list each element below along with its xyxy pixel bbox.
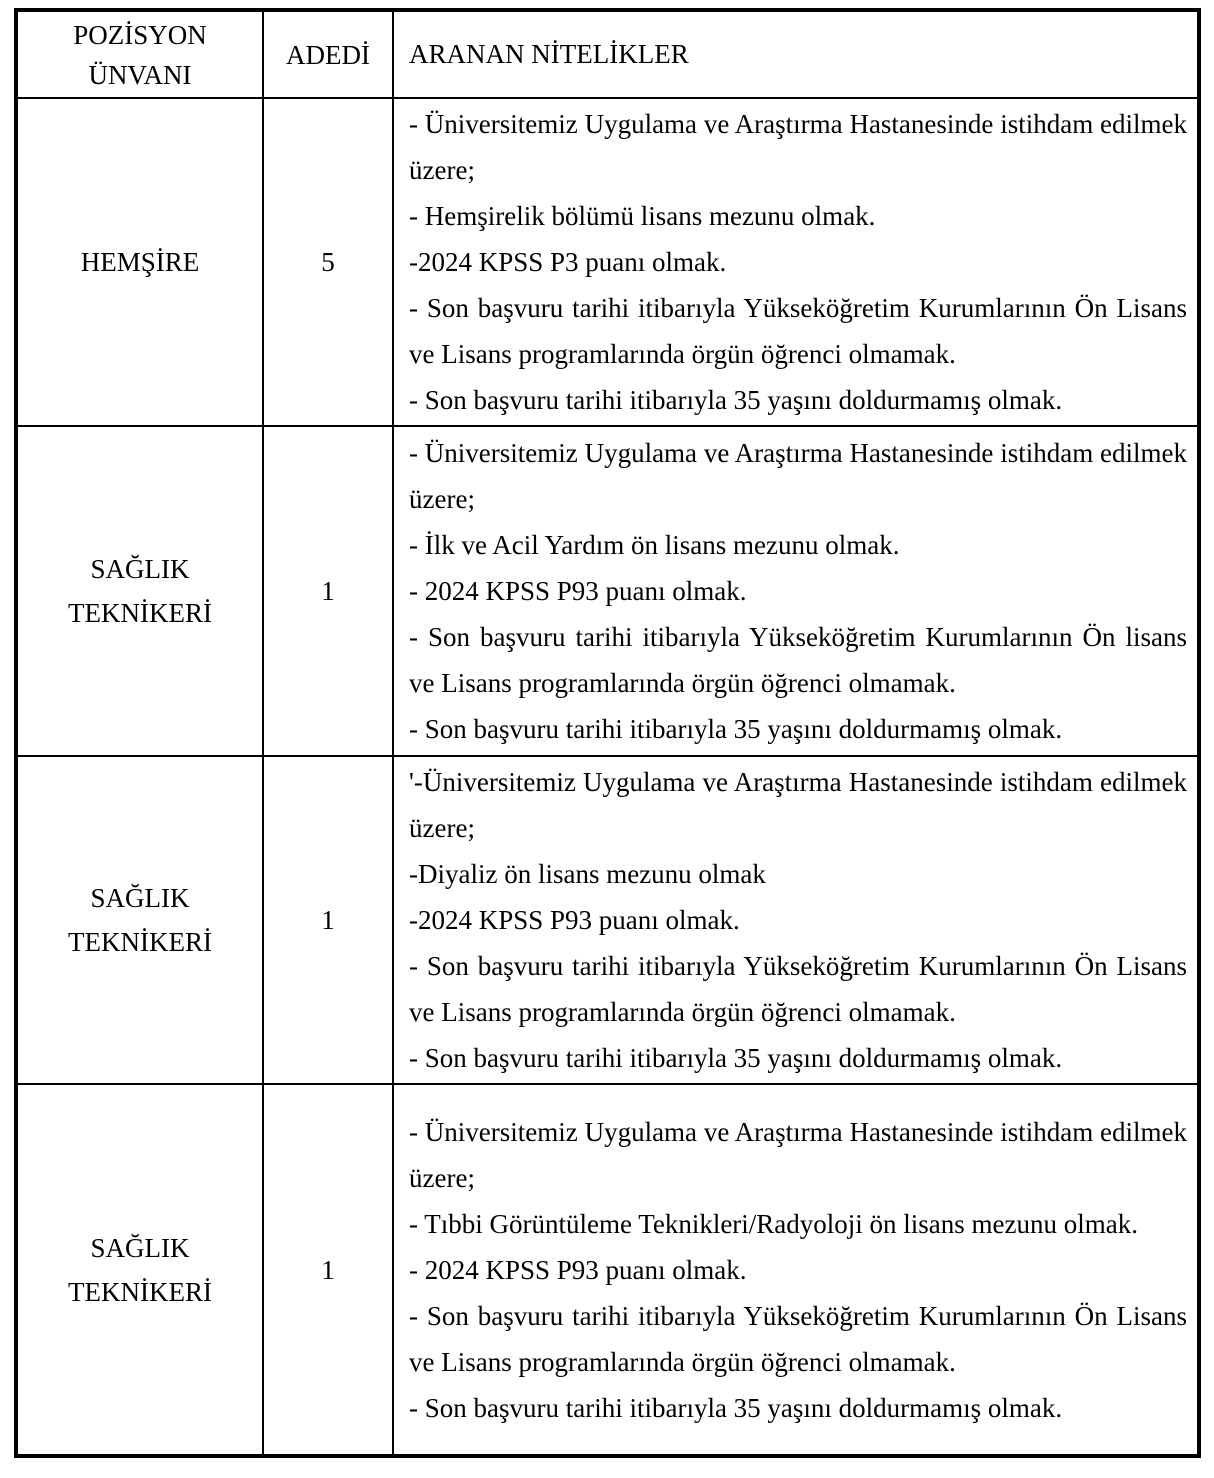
positions-table (14, 8, 1201, 1458)
qualification-item: - İlk ve Acil Yardım ön lisans mezunu olmak. (409, 530, 900, 560)
position-title: SAĞLIK TEKNİKERİ (16, 756, 263, 1084)
qualification-item: '-Üniversitemiz Uygulama ve Araştırma Hastanesinde istihdam edilmek üzere; (409, 767, 1187, 843)
qualification-item: - Son başvuru tarihi itibarıyla Yükseköğretim Kurumlarının Ön Lisans ve Lisans programlarında örgün öğrenci olmamak. (409, 293, 1187, 369)
qualification-item: - Son başvuru tarihi itibarıyla 35 yaşını doldurmamış olmak. (409, 385, 1063, 415)
column-header-qualifications: ARANAN NİTELİKLER (393, 10, 1199, 98)
qualification-item: - Son başvuru tarihi itibarıyla Yükseköğretim Kurumlarının Ön lisans ve Lisans programlarında örgün öğrenci olmamak. (409, 622, 1187, 698)
qualification-item: - Üniversitemiz Uygulama ve Araştırma Hastanesinde istihdam edilmek üzere; (409, 1116, 1187, 1193)
qualification-item: -2024 KPSS P93 puanı olmak. (409, 905, 740, 935)
column-header-position: POZİSYON ÜNVANI (16, 10, 263, 98)
qualification-item: - Üniversitemiz Uygulama ve Araştırma Hastanesinde istihdam edilmek üzere; (409, 438, 1187, 514)
qualification-item: -Diyaliz ön lisans mezunu olmak (409, 859, 766, 889)
position-count: 5 (263, 98, 393, 426)
qualification-item: - Tıbbi Görüntüleme Teknikleri/Radyoloji ön lisans mezunu olmak. (409, 1208, 1138, 1239)
qualification-item: - 2024 KPSS P93 puanı olmak. (409, 576, 747, 606)
qualification-item: - 2024 KPSS P93 puanı olmak. (409, 1254, 747, 1285)
qualification-item: - Son başvuru tarihi itibarıyla Yükseköğretim Kurumlarının Ön Lisans ve Lisans programlarında örgün öğrenci olmamak. (409, 951, 1187, 1027)
qualification-item: - Hemşirelik bölümü lisans mezunu olmak. (409, 201, 876, 231)
table-row (16, 98, 1199, 426)
position-title: HEMŞİRE (16, 98, 263, 426)
qualifications-list (393, 756, 1199, 1084)
position-count: 1 (263, 426, 393, 756)
qualifications-list (393, 1084, 1199, 1456)
qualifications-list (393, 98, 1199, 426)
position-count: 1 (263, 1084, 393, 1456)
qualifications-list (393, 426, 1199, 756)
table-header-row (16, 10, 1199, 98)
position-count: 1 (263, 756, 393, 1084)
qualification-item: -2024 KPSS P3 puanı olmak. (409, 247, 727, 277)
qualification-item: - Son başvuru tarihi itibarıyla 35 yaşını doldurmamış olmak. (409, 1043, 1063, 1073)
table-row (16, 1084, 1199, 1456)
qualification-item: - Üniversitemiz Uygulama ve Araştırma Hastanesinde istihdam edilmek üzere; (409, 109, 1187, 185)
table-row (16, 756, 1199, 1084)
qualification-item: - Son başvuru tarihi itibarıyla 35 yaşını doldurmamış olmak. (409, 714, 1063, 744)
table-row (16, 426, 1199, 756)
position-title: SAĞLIK TEKNİKERİ (16, 426, 263, 756)
qualification-item: - Son başvuru tarihi itibarıyla 35 yaşını doldurmamış olmak. (409, 1392, 1063, 1423)
column-header-count: ADEDİ (263, 10, 393, 98)
position-title: SAĞLIK TEKNİKERİ (16, 1084, 263, 1456)
qualification-item: - Son başvuru tarihi itibarıyla Yükseköğretim Kurumlarının Ön Lisans ve Lisans programlarında örgün öğrenci olmamak. (409, 1300, 1187, 1377)
